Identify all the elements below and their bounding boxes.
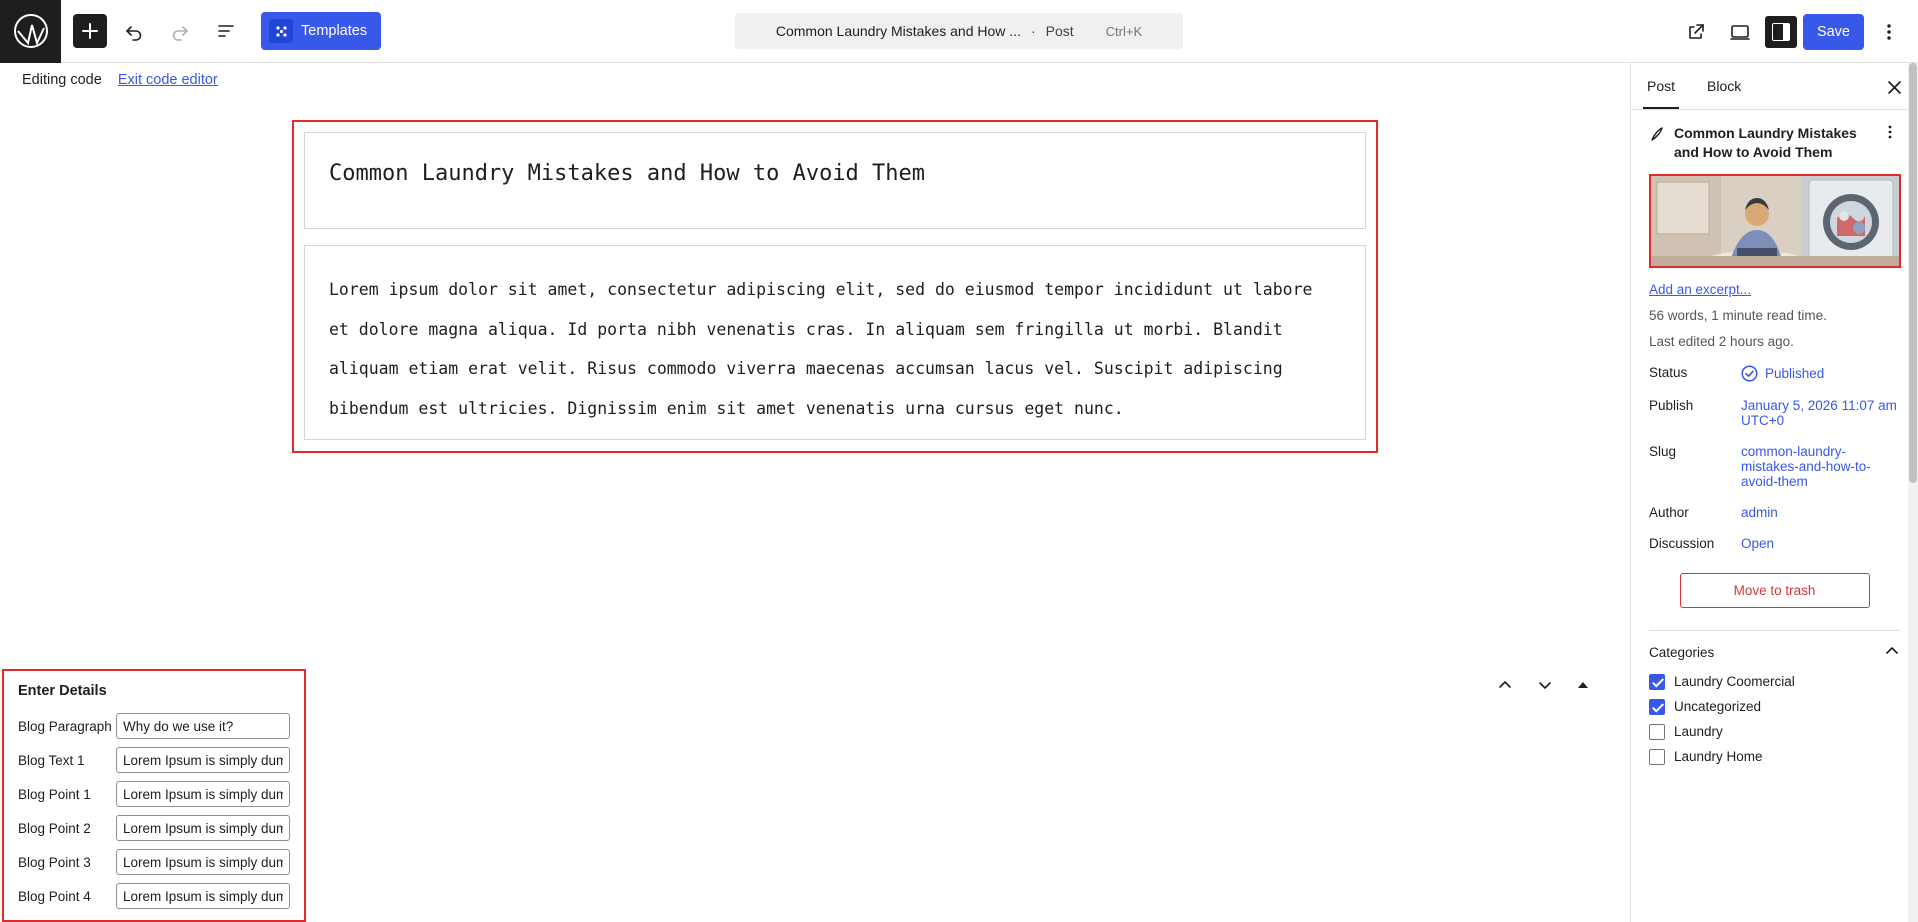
toolbar-right-group <box>1677 0 1908 63</box>
publish-row <box>1649 398 1900 428</box>
tab-post-label: Post <box>1647 78 1676 94</box>
status-row <box>1649 365 1900 382</box>
chevron-down-icon[interactable] <box>1536 676 1554 699</box>
command-shortcut: Ctrl+K <box>1105 23 1143 39</box>
categories-list <box>1649 674 1900 765</box>
discussion-value[interactable]: Open <box>1741 535 1775 551</box>
list-item[interactable] <box>1649 699 1900 715</box>
scrollbar-thumb[interactable] <box>1909 63 1917 483</box>
checkbox-uncategorized[interactable] <box>1649 699 1665 715</box>
discussion-row <box>1649 536 1900 551</box>
templates-grid-icon <box>269 19 293 43</box>
external-link-icon[interactable] <box>1677 13 1715 51</box>
field-input-blog-point-1[interactable] <box>116 781 290 807</box>
author-row <box>1649 505 1900 520</box>
undo-icon[interactable] <box>115 12 153 50</box>
document-title-bar[interactable] <box>735 13 1183 49</box>
meta-field-row <box>18 883 290 909</box>
category-label: Laundry Home <box>1674 749 1763 765</box>
checkbox-laundry-home[interactable] <box>1649 749 1665 765</box>
category-label: Uncategorized <box>1674 699 1762 715</box>
field-label-blog-text-1: Blog Text 1 <box>18 752 85 768</box>
tab-post[interactable] <box>1631 63 1691 109</box>
categories-section-header[interactable] <box>1649 630 1900 662</box>
discussion-label: Discussion <box>1649 535 1715 551</box>
field-input-blog-point-4[interactable] <box>116 883 290 909</box>
category-label: Laundry Coomercial <box>1674 674 1795 690</box>
featured-image[interactable] <box>1649 174 1901 268</box>
post-summary-header <box>1649 124 1900 162</box>
device-preview-icon[interactable] <box>1721 13 1759 51</box>
post-title-code-input[interactable] <box>304 132 1366 229</box>
list-item[interactable] <box>1649 724 1900 740</box>
publish-value[interactable]: January 5, 2026 11:07 am UTC+0 <box>1741 397 1897 428</box>
editing-code-label: Editing code <box>22 72 102 88</box>
tab-block[interactable] <box>1691 63 1757 109</box>
add-block-button[interactable] <box>73 14 107 48</box>
chevron-up-icon[interactable] <box>1496 676 1514 699</box>
last-edited-text: Last edited 2 hours ago. <box>1649 333 1794 349</box>
publish-label: Publish <box>1649 397 1694 413</box>
sidebar-body <box>1631 110 1918 765</box>
post-title: Common Laundry Mistakes and How to Avoid Them <box>1674 125 1857 160</box>
field-label-blog-point-2: Blog Point 2 <box>18 820 91 836</box>
enter-details-title: Enter Details <box>18 683 107 699</box>
code-editor-bar <box>0 63 1630 97</box>
top-toolbar <box>0 0 1918 63</box>
field-input-blog-point-3[interactable] <box>116 849 290 875</box>
list-item[interactable] <box>1649 749 1900 765</box>
field-label-blog-point-1: Blog Point 1 <box>18 786 91 802</box>
slug-label: Slug <box>1649 443 1677 459</box>
slug-row <box>1649 444 1900 489</box>
post-settings-sidebar <box>1630 63 1918 922</box>
meta-field-row <box>18 815 290 841</box>
toolbar-left-group <box>61 12 381 50</box>
author-value[interactable]: admin <box>1741 504 1778 520</box>
templates-button[interactable] <box>261 12 381 50</box>
meta-field-row <box>18 781 290 807</box>
chevron-up-icon <box>1884 643 1900 662</box>
exit-code-editor-link[interactable]: Exit code editor <box>117 72 218 88</box>
field-label-blog-point-3: Blog Point 3 <box>18 854 91 870</box>
document-title: Common Laundry Mistakes and How ... <box>775 23 1021 39</box>
list-item[interactable] <box>1649 674 1900 690</box>
field-label-blog-paragraph: Blog Paragraph <box>18 718 112 734</box>
trash-button-wrap <box>1649 551 1900 608</box>
close-icon[interactable] <box>1878 71 1910 103</box>
sidebar-toggle-icon[interactable] <box>1765 16 1797 48</box>
meta-field-row <box>18 713 290 739</box>
document-type: Post <box>1045 23 1074 39</box>
add-excerpt-link[interactable]: Add an excerpt... <box>1649 281 1752 297</box>
sidebar-tabs <box>1631 63 1918 110</box>
checkbox-laundry[interactable] <box>1649 724 1665 740</box>
author-label: Author <box>1649 504 1689 520</box>
category-label: Laundry <box>1674 724 1723 740</box>
templates-label: Templates <box>301 23 368 39</box>
check-circle-icon <box>1741 365 1758 382</box>
tab-block-label: Block <box>1707 78 1742 94</box>
checkbox-laundry-coomercial[interactable] <box>1649 674 1665 690</box>
document-type-separator: · <box>1030 23 1036 39</box>
redo-icon[interactable] <box>161 12 199 50</box>
status-label: Status <box>1649 364 1688 380</box>
post-pen-icon <box>1649 126 1666 148</box>
code-editor-highlight <box>292 120 1378 453</box>
three-dots-vertical-icon[interactable] <box>1870 13 1908 51</box>
caret-up-icon[interactable] <box>1576 678 1590 697</box>
field-input-blog-text-1[interactable] <box>116 747 290 773</box>
word-count-text: 56 words, 1 minute read time. <box>1649 307 1827 323</box>
panel-controls <box>1496 673 1616 701</box>
document-overview-icon[interactable] <box>207 12 245 50</box>
sidebar-scrollbar[interactable] <box>1908 63 1918 922</box>
status-value: Published <box>1765 365 1825 381</box>
save-button[interactable]: Save <box>1803 14 1864 50</box>
meta-field-row <box>18 747 290 773</box>
post-actions-icon[interactable] <box>1880 124 1900 145</box>
field-label-blog-point-4: Blog Point 4 <box>18 888 91 904</box>
move-to-trash-button[interactable]: Move to trash <box>1680 573 1870 608</box>
meta-field-row <box>18 849 290 875</box>
slug-value[interactable]: common-laundry-mistakes-and-how-to-avoid-them <box>1741 443 1871 489</box>
field-input-blog-paragraph[interactable] <box>116 713 290 739</box>
enter-details-panel <box>2 669 306 922</box>
status-badge[interactable] <box>1741 365 1824 382</box>
categories-label: Categories <box>1649 644 1715 660</box>
post-body-code-input[interactable] <box>304 245 1366 440</box>
field-input-blog-point-2[interactable] <box>116 815 290 841</box>
wordpress-logo-icon[interactable] <box>0 0 61 63</box>
